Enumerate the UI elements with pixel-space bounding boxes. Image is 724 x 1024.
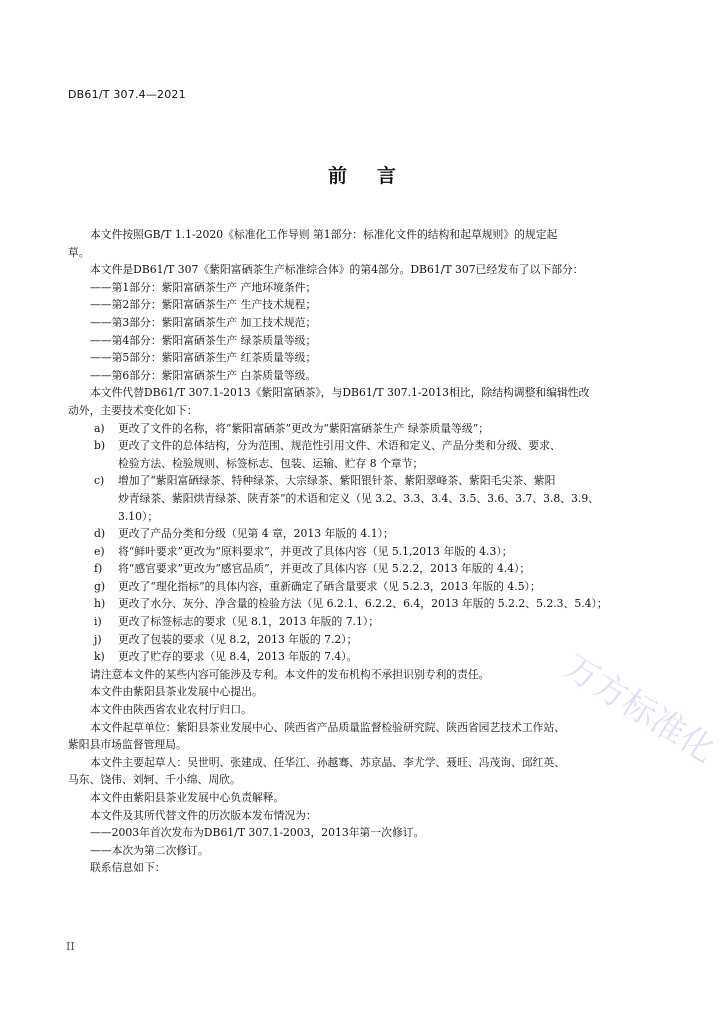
- list-item-text: 更改了“理化指标”的具体内容，重新确定了硒含量要求（见 5.2.3，2013 年版的 4.5）；: [118, 579, 541, 593]
- list-item: [68, 437, 658, 455]
- paragraph-history: 本文件及其所代替文件的历次版本发布情况为：: [90, 808, 317, 822]
- list-item-text: 更改了贮存的要求（见 8.4，2013 年版的 7.4）。: [118, 650, 358, 664]
- list-item: [68, 543, 658, 561]
- list-item-label: j): [94, 632, 102, 646]
- watermark: 万方标准化: [556, 646, 722, 771]
- list-item-label: d): [94, 527, 106, 541]
- list-item-label: i): [94, 615, 102, 629]
- part-item: ——第5部分：紫阳富硒茶生产 红茶质量等级；: [90, 351, 317, 365]
- paragraph-patent: 请注意本文件的某些内容可能涉及专利。本文件的发布机构不承担识别专利的责任。: [90, 667, 490, 681]
- list-item-label: e): [94, 544, 105, 558]
- list-item-label: b): [94, 439, 106, 453]
- list-item-label: c): [94, 474, 105, 488]
- list-item: [68, 613, 658, 631]
- paragraph-drafting-units-cont: 紫阳县市场监督管理局。: [68, 738, 187, 752]
- list-item-text-cont: 3.10）；: [118, 509, 159, 523]
- list-item-text-cont: 检验方法、检验规则、标签标志、包装、运输、贮存 8 个章节；: [118, 456, 424, 470]
- list-item-text: 增加了“紫阳富硒绿茶、特种绿茶、大宗绿茶、紫阳银针茶、紫阳翠峰茶、紫阳毛尖茶、紫阳: [118, 474, 556, 488]
- list-item-text: 更改了产品分类和分级（见第 4 章，2013 年版的 4.1）；: [118, 527, 394, 541]
- list-item-label: h): [94, 597, 106, 611]
- foreword-body: [68, 226, 658, 877]
- paragraph-standard-basis-cont: 草。: [68, 245, 90, 259]
- paragraph-replaces-cont: 动外，主要技术变化如下：: [68, 403, 198, 417]
- list-item-text: 更改了标签标志的要求（见 8.1，2013 年版的 7.1）；: [118, 615, 380, 629]
- paragraph-drafters: 本文件主要起草人：吴世明、张建成、任华江、孙越骞、苏京晶、李尤学、聂旺、冯茂询、邱红英、: [90, 755, 566, 769]
- part-item: ——第2部分：紫阳富硒茶生产 生产技术规程；: [90, 298, 317, 312]
- document-id: DB61/T 307.4—2021: [68, 88, 186, 101]
- list-item-text: 更改了文件的总体结构，分为范围、规范性引用文件、术语和定义、产品分类和分级、要求、: [118, 439, 561, 453]
- list-item: [68, 525, 658, 543]
- list-item: [68, 420, 658, 438]
- history-item: ——2003年首次发布为DB61/T 307.1-2003，2013年第一次修订。: [90, 826, 425, 840]
- list-item: [68, 472, 658, 490]
- list-item-text: 更改了水分、灰分、净含量的检验方法（见 6.2.1、6.2.2、6.4，2013 年版的 5.2.2、5.2.3、5.4）；: [118, 597, 608, 611]
- history-item: ——本次为第二次修订。: [90, 843, 209, 857]
- list-item: [68, 578, 658, 596]
- list-item-text-cont: 炒青绿茶、紫阳烘青绿茶、陕青茶”的术语和定义（见 3.2、3.3、3.4、3.5、3.6、3.7、3.8、3.9、: [118, 491, 600, 505]
- list-item-text: 将“感官要求”更改为“感官品质”，并更改了具体内容（见 5.2.2，2013 年版的 4.4）；: [118, 562, 531, 576]
- list-item-label: f): [94, 562, 103, 576]
- part-item: ——第4部分：紫阳富硒茶生产 绿茶质量等级；: [90, 333, 317, 347]
- list-item: [68, 631, 658, 649]
- part-item: ——第1部分：紫阳富硒茶生产 产地环境条件；: [90, 280, 317, 294]
- page-number: II: [66, 940, 75, 953]
- paragraph-drafters-cont: 马东、饶伟、刘轲、千小绵、周欣。: [68, 773, 241, 787]
- part-item: ——第6部分：紫阳富硒茶生产 白茶质量等级。: [90, 368, 317, 382]
- paragraph-replaces: 本文件代替DB61/T 307.1-2013《紫阳富硒茶》，与DB61/T 307.1-2013相比，除结构调整和编辑性改: [90, 386, 590, 400]
- list-item: [68, 595, 658, 613]
- part-item: ——第3部分：紫阳富硒茶生产 加工技术规范；: [90, 315, 317, 329]
- page-title: 前言: [327, 165, 426, 187]
- paragraph-proposed: 本文件由紫阳县茶业发展中心提出。: [90, 685, 263, 699]
- list-item: [68, 560, 658, 578]
- paragraph-series: 本文件是DB61/T 307《紫阳富硒茶生产标准综合体》的第4部分。DB61/T 307已经发布了以下部分：: [90, 263, 584, 277]
- list-item-label: k): [94, 650, 105, 664]
- paragraph-drafting-units: 本文件起草单位：紫阳县茶业发展中心、陕西省产品质量监督检验研究院、陕西省园艺技术工作站、: [90, 720, 566, 734]
- paragraph-standard-basis: 本文件按照GB/T 1.1-2020《标准化工作导则 第1部分：标准化文件的结构和起草规则》的规定起: [90, 228, 558, 241]
- list-item-text: 更改了文件的名称，将“紫阳富硒茶”更改为“紫阳富硒茶生产 绿茶质量等级”；: [118, 421, 490, 435]
- list-item-text: 更改了包装的要求（见 8.2，2013 年版的 7.2）；: [118, 632, 358, 646]
- paragraph-interpretation: 本文件由紫阳县茶业发展中心负责解释。: [90, 791, 285, 804]
- changes-list: [68, 420, 658, 666]
- list-item-text: 将“鲜叶要求”更改为“原料要求”，并更改了具体内容（见 5.1,2013 年版的 4.3）；: [118, 544, 513, 558]
- list-item-label: g): [94, 579, 106, 593]
- paragraph-contact: 联系信息如下：: [90, 861, 166, 875]
- paragraph-centralized: 本文件由陕西省农业农村厅归口。: [90, 703, 252, 717]
- list-item-label: a): [94, 421, 105, 435]
